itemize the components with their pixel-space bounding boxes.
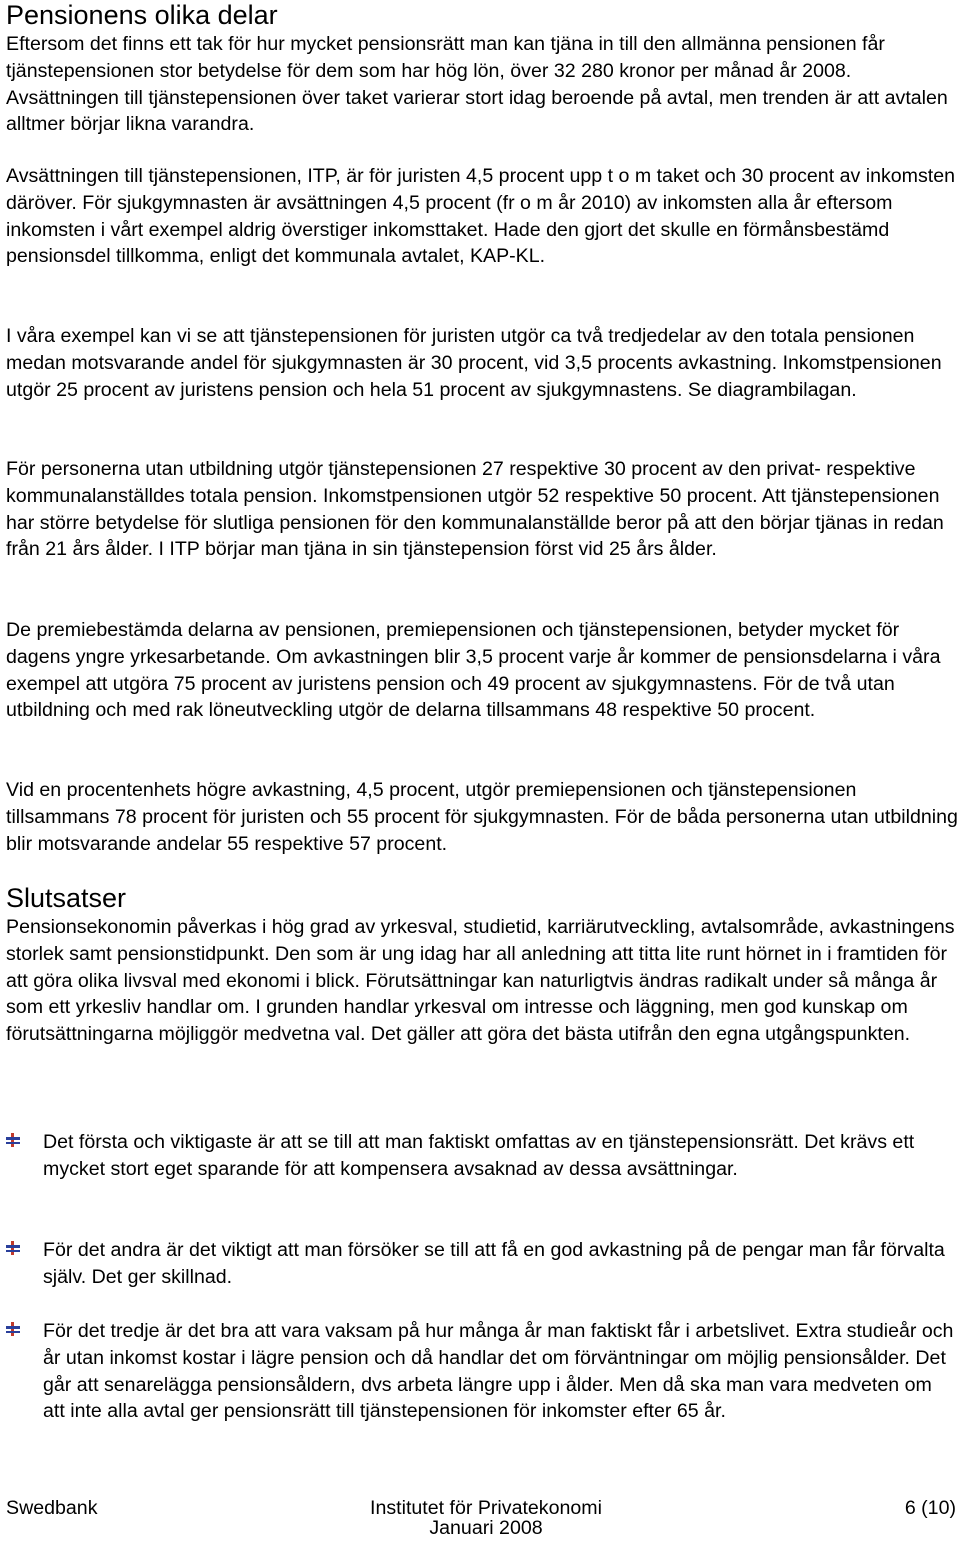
paragraph: De premiebestämda delarna av pensionen, premiepensionen och tjänstepensionen, betyder mycket för dagens yngre yrkesarbetande. Om avkastningen blir 3,5 procent varje år kommer de pensionsdelarna i våra exempel att utgöra 75 procent av juristens pension och 49 procent av sjukgymnastens. För de två utan utbildning och med rak löneutveckling utgör de delarna tillsammans 48 respektive 50 procent. xyxy=(6,619,941,722)
paragraph: I våra exempel kan vi se att tjänstepensionen för juristen utgör ca två tredjedelar av den totala pensionen medan motsvarande andel för sjukgymnasten är 30 procent, vid 3,5 procents avkastning. Inkomstpensionen utgör 25 procent av juristens pension och hela 51 procent av sjukgymnastens. Se diagrambilagan. xyxy=(6,325,942,401)
list-item-text: För det andra är det viktigt att man försöker se till att få en god avkastning på de pengar man får förvalta själv. Det ger skillnad. xyxy=(43,1239,945,1288)
page-number: 6 (10) xyxy=(904,1497,956,1519)
paragraph: Eftersom det finns ett tak för hur mycket pensionsrätt man kan tjäna in till den allmänna pensionen får tjänstepensionen stor betydelse för dem som har hög lön, över 32 280 kronor per månad år 2008. Avsättningen till tjänstepensionen över taket varierar stort idag beroende på avtal, men trenden är att avtalen alltmer börjar likna varandra. xyxy=(6,33,948,136)
footer-institute: Institutet för Privatekonomi xyxy=(370,1497,602,1519)
paragraph: Avsättningen till tjänstepensionen, ITP, är för juristen 4,5 procent upp t o m taket och 30 procent av inkomsten däröver. För sjukgymnasten är avsättningen 4,5 procent (fr o m år 2010) av inkomsten alla år eftersom inkomsten i vårt exempel aldrig överstiger inkomsttaket. Hade den gjort det skulle en förmånsbestämd pensionsdel tillkomma, enligt det kommunala avtalet, KAP-KL. xyxy=(6,165,956,268)
paragraph: För personerna utan utbildning utgör tjänstepensionen 27 respektive 30 procent av den privat- respektive kommunalanställdes totala pension. Inkomstpensionen utgör 52 respektive 50 procent. Att tjänstepensionen har större betydelse för slutliga pensionen för den kommunalanställde beror på att den börjar tjänas in redan från 21 års ålder. I ITP börjar man tjäna in sin tjänstepension först vid 25 års ålder. xyxy=(6,458,944,561)
bullet-marker-icon xyxy=(6,1133,22,1147)
list-item-text: Det första och viktigaste är att se till att man faktiskt omfattas av en tjänstepensionsrätt. Det krävs ett mycket stort eget sparande för att kompensera avsaknad av dessa avsättningar. xyxy=(43,1131,915,1180)
footer-date: Januari 2008 xyxy=(429,1517,543,1539)
paragraph: Pensionsekonomin påverkas i hög grad av yrkesval, studietid, karriärutveckling, avtalsområde, avkastningens storlek samt pensionstidpunkt. Den som är ung idag har all anledning att titta lite runt hörnet in i framtiden för att göra olika livsval med ekonomi i blick. Förutsättningar kan naturligtvis ändras radikalt under så många år som ett yrkesliv handlar om. I grunden handlar yrkesval om intresse och läggning, men god kunskap om förutsättningarna möjliggör medvetna val. Det gäller att göra det bästa utifrån den egna utgångspunkten. xyxy=(6,916,955,1046)
section-heading-slutsatser: Slutsatser xyxy=(6,883,127,913)
page-footer xyxy=(6,1495,956,1541)
section-heading-pensionens-olika-delar: Pensionens olika delar xyxy=(6,0,278,30)
bullet-marker-icon xyxy=(6,1322,22,1336)
paragraph: Vid en procentenhets högre avkastning, 4,5 procent, utgör premiepensionen och tjänstepensionen tillsammans 78 procent för juristen och 55 procent för sjukgymnasten. För de båda personerna utan utbildning blir motsvarande andelar 55 respektive 57 procent. xyxy=(6,779,958,855)
list-item-text: För det tredje är det bra att vara vaksam på hur många år man faktiskt får i arbetslivet. Extra studieår och år utan inkomst kostar i lägre pension och då handlar det om förväntningar om möjlig pensionsålder. Det går att senarelägga pensionsåldern, dvs arbeta längre upp i ålder. Men då ska man vara medveten om att inte alla avtal ger pensionsrätt till tjänstepensionen för inkomster efter 65 år. xyxy=(43,1320,954,1423)
footer-company: Swedbank xyxy=(6,1497,98,1519)
bullet-marker-icon xyxy=(6,1241,22,1255)
